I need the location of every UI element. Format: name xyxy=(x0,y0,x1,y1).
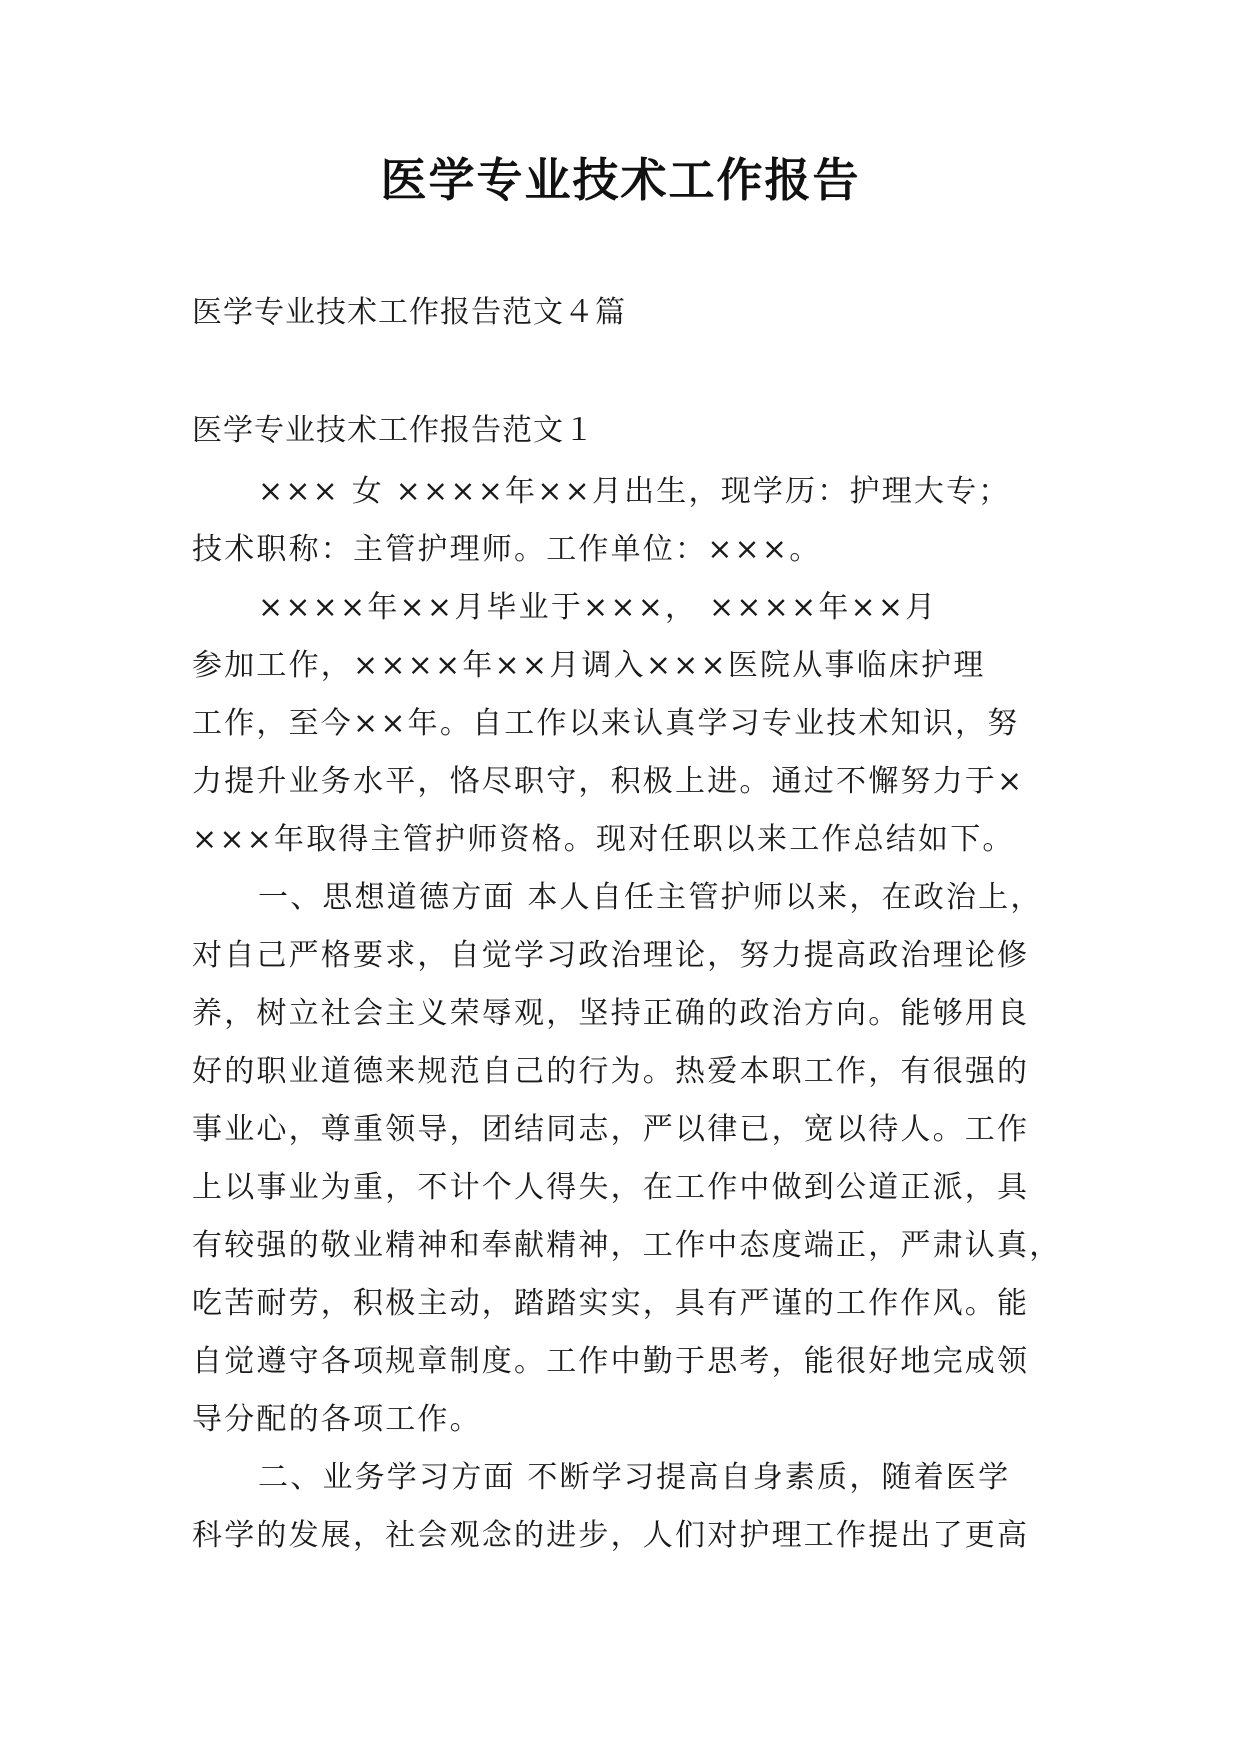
paragraph-line: 导分配的各项工作。 xyxy=(192,1402,482,1437)
paragraph-line: 对自己严格要求，自觉学习政治理论，努力提高政治理论修 xyxy=(192,938,1030,973)
paragraph-line: 好的职业道德来规范自己的行为。热爱本职工作，有很强的 xyxy=(192,1054,1030,1089)
paragraph-line: ××××年××月毕业于×××， ××××年××月 xyxy=(258,590,938,625)
paragraph-line: ××× 女 ××××年××月出生，现学历：护理大专； xyxy=(258,474,1011,509)
paragraph-line: 二、业务学习方面 不断学习提高自身素质，随着医学 xyxy=(258,1460,1011,1495)
paragraph-line: 养，树立社会主义荣辱观，坚持正确的政治方向。能够用良 xyxy=(192,996,1030,1031)
document-title: 医学专业技术工作报告 xyxy=(380,153,861,207)
paragraph-line: 力提升业务水平，恪尽职守，积极上进。通过不懈努力于× xyxy=(192,764,1025,799)
document-subtitle: 医学专业技术工作报告范文４篇 xyxy=(192,295,626,330)
section-heading: 医学专业技术工作报告范文１ xyxy=(192,413,595,448)
paragraph-line: 参加工作，××××年××月调入×××医院从事临床护理 xyxy=(192,648,986,683)
paragraph-line: 一、思想道德方面 本人自任主管护师以来，在政治上， xyxy=(258,880,1043,915)
paragraph-line: 上以事业为重，不计个人得失，在工作中做到公道正派，具 xyxy=(192,1170,1030,1205)
body-text xyxy=(192,463,1062,1565)
paragraph-line: 事业心，尊重领导，团结同志，严以律已，宽以待人。工作 xyxy=(192,1112,1030,1147)
paragraph-line: 有较强的敬业精神和奉献精神，工作中态度端正，严肃认真， xyxy=(192,1228,1062,1263)
paragraph-line: 科学的发展，社会观念的进步，人们对护理工作提出了更高 xyxy=(192,1518,1030,1553)
paragraph-line: 工作，至今××年。自工作以来认真学习专业技术知识，努 xyxy=(192,706,1020,741)
paragraph-line: 吃苦耐劳，积极主动，踏踏实实，具有严谨的工作作风。能 xyxy=(192,1286,1030,1321)
paragraph-line: 自觉遵守各项规章制度。工作中勤于思考，能很好地完成领 xyxy=(192,1344,1030,1379)
paragraph-line: ×××年取得主管护师资格。现对任职以来工作总结如下。 xyxy=(192,822,1015,857)
paragraph-line: 技术职称：主管护理师。工作单位：×××。 xyxy=(192,532,822,567)
